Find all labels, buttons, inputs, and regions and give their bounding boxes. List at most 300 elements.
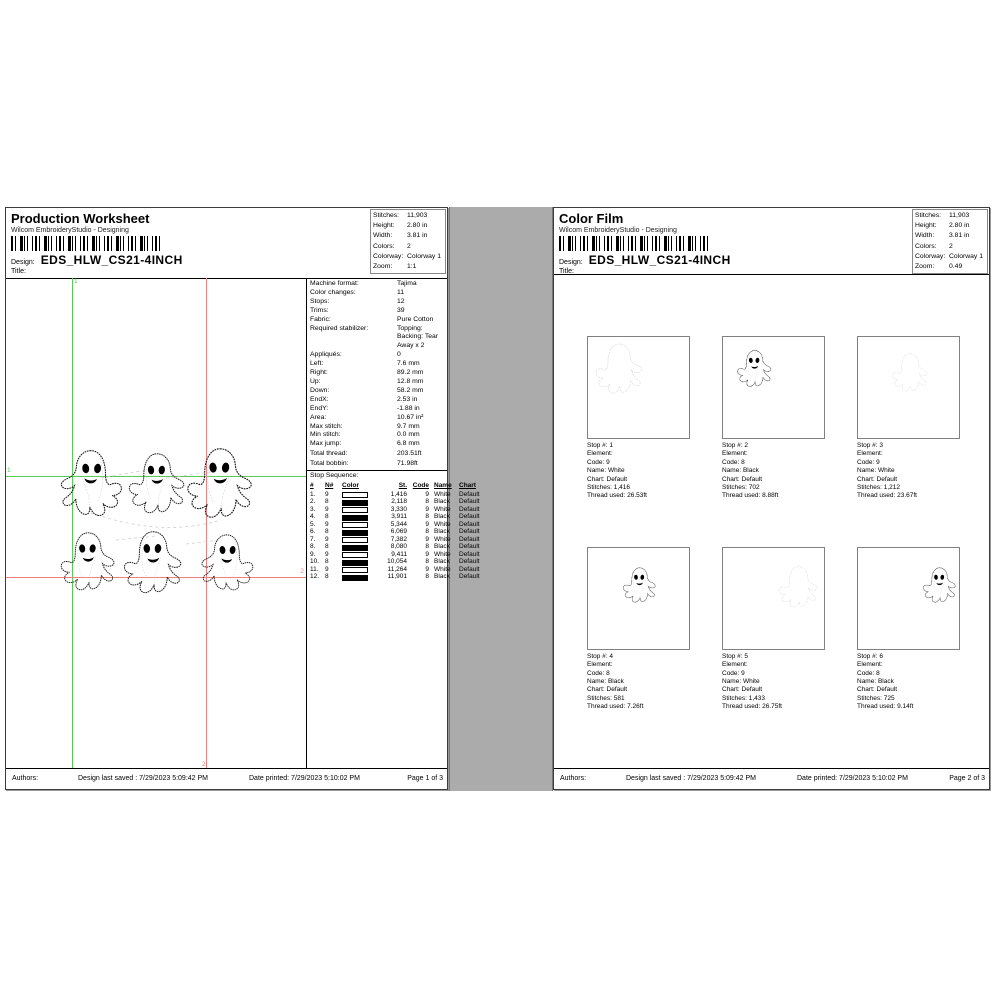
- ghost-design-2: [127, 448, 187, 522]
- film-thread-name: Name: White: [587, 467, 625, 475]
- stop-needle: 8: [325, 528, 329, 536]
- machine-info-label: Trims:: [310, 306, 329, 314]
- total-row: [310, 449, 445, 459]
- stat-label: Colors:: [915, 242, 937, 250]
- machine-info-row: [310, 351, 445, 360]
- stop-stitches: 7,382: [390, 535, 407, 543]
- design-info-panel: [307, 278, 480, 769]
- stop-code: 9: [425, 520, 429, 528]
- machine-info-value: 6.8 mm: [397, 440, 420, 448]
- stat-label: Colorway:: [915, 252, 946, 260]
- title-label: Title:: [559, 268, 574, 275]
- printed-label: Date printed:: [249, 775, 290, 782]
- stop-color-cell: [342, 491, 375, 499]
- ghost-thumbnail-white-thread: [594, 342, 644, 398]
- stop-needle: 8: [325, 498, 329, 506]
- design-stats-box: [370, 209, 446, 274]
- machine-info-label: Stops:: [310, 297, 330, 305]
- design-canvas: [6, 278, 307, 769]
- stop-num: 3.: [310, 505, 316, 513]
- guide-label-1-left: 1: [7, 467, 11, 474]
- ghost-thumbnail-white-thread: [778, 565, 819, 611]
- total-label: Total bobbin:: [310, 460, 349, 468]
- film-stitches: Stitches: 581: [587, 694, 625, 702]
- machine-info-row: [310, 387, 445, 396]
- col-st: St.: [398, 482, 407, 490]
- film-thread-used: Thread used: 23.67ft: [857, 492, 917, 500]
- film-code: Code: 8: [857, 669, 880, 677]
- printed-value: 7/29/2023 5:10:02 PM: [839, 775, 908, 782]
- stop-needle: 9: [325, 520, 329, 528]
- stat-row: [915, 262, 985, 272]
- total-value: 203.51ft: [397, 450, 422, 458]
- machine-info-label: Color changes:: [310, 288, 356, 296]
- machine-info-row: [310, 307, 445, 316]
- ghost-thumbnail-black-thread: [736, 349, 773, 390]
- stop-color-name: White: [434, 535, 451, 543]
- film-thumbnail-box: [722, 547, 825, 650]
- stat-value: Colorway 1: [949, 252, 983, 260]
- stop-color-cell: [342, 506, 375, 514]
- stop-chart: Default: [459, 565, 480, 573]
- saved-value: 7/29/2023 5:09:42 PM: [139, 775, 208, 782]
- film-thread-used: Thread used: 8.88ft: [722, 492, 779, 500]
- film-cell-details: [857, 653, 960, 712]
- machine-info-row: [310, 360, 445, 369]
- machine-info-value: 10.67 in²: [397, 413, 424, 421]
- film-cell-details: [587, 442, 690, 501]
- page-number: Page 1 of 3: [407, 775, 443, 782]
- film-thumbnail-box: [857, 336, 960, 439]
- machine-info-label: Required stabilizer:: [310, 324, 369, 332]
- film-element: Element:: [587, 661, 613, 669]
- stop-color-cell: [342, 558, 375, 566]
- stop-stitches: 3,330: [390, 505, 407, 513]
- stop-code: 8: [425, 513, 429, 521]
- stop-code: 8: [425, 498, 429, 506]
- stop-stitches: 9,411: [391, 550, 407, 558]
- ghost-design-5: [122, 526, 184, 602]
- stat-value: 0.49: [949, 263, 963, 271]
- machine-info-value: 12.8 mm: [397, 377, 424, 385]
- machine-info-label: Area:: [310, 413, 327, 421]
- stop-stitches: 6,069: [390, 528, 407, 536]
- stop-color-name: Black: [434, 528, 450, 536]
- stat-row: [373, 242, 443, 252]
- machine-info-row: [310, 396, 445, 405]
- machine-info-row: [310, 431, 445, 440]
- stop-chart: Default: [459, 528, 480, 536]
- stop-num: 6.: [310, 528, 316, 536]
- machine-info-row: [310, 414, 445, 423]
- film-code: Code: 9: [722, 669, 745, 677]
- stat-label: Colorway:: [373, 252, 404, 260]
- ghost-design-3: [185, 446, 255, 524]
- film-chart: Chart: Default: [722, 686, 763, 694]
- film-stop-number: Stop #: 4: [587, 652, 614, 660]
- machine-info-label: Appliqués:: [310, 351, 342, 359]
- machine-info-row: [310, 423, 445, 432]
- stat-value: 11,903: [949, 212, 970, 219]
- stop-chart: Default: [459, 550, 480, 558]
- col-num: #: [310, 482, 314, 490]
- stat-value: 2.80 in: [949, 222, 970, 230]
- stop-code: 9: [425, 550, 429, 558]
- stat-row: [373, 262, 443, 272]
- machine-info-label: Down:: [310, 386, 330, 394]
- film-element: Element:: [722, 450, 748, 458]
- stat-value: 11,903: [407, 212, 428, 219]
- stop-color-cell: [342, 521, 375, 529]
- machine-info-value: 7.6 mm: [397, 360, 420, 368]
- color-film-cell: [587, 547, 690, 712]
- stop-chart: Default: [459, 535, 480, 543]
- machine-info-row: [310, 369, 445, 378]
- stat-label: Colors:: [373, 242, 395, 250]
- stop-stitches: 5,344: [390, 520, 407, 528]
- stat-value: 2: [407, 242, 411, 250]
- film-stitches: Stitches: 725: [857, 694, 895, 702]
- film-stitches: Stitches: 1,416: [587, 484, 630, 492]
- machine-info-label: Max jump:: [310, 440, 342, 448]
- stop-color-cell: [342, 528, 375, 536]
- stop-stitches: 8,080: [390, 543, 407, 551]
- stop-chart: Default: [459, 505, 480, 513]
- stop-needle: 9: [325, 535, 329, 543]
- stat-row: [373, 231, 443, 241]
- stop-num: 1.: [310, 490, 316, 498]
- stop-num: 10.: [310, 558, 320, 566]
- ghost-thumbnail-black-thread: [922, 566, 957, 606]
- design-row: [11, 253, 183, 267]
- stat-row: [373, 252, 443, 262]
- stat-label: Zoom:: [915, 263, 935, 271]
- film-thread-name: Name: Black: [587, 678, 624, 686]
- machine-info-label: Right:: [310, 369, 328, 377]
- film-element: Element:: [722, 661, 748, 669]
- saved-label: Design last saved :: [78, 775, 138, 782]
- film-element: Element:: [857, 450, 883, 458]
- stat-row: [373, 221, 443, 231]
- stat-row: [915, 211, 985, 221]
- design-stats-box: [912, 209, 988, 274]
- stop-color-cell: [342, 513, 375, 521]
- stop-color-name: White: [434, 520, 451, 528]
- film-thread-name: Name: Black: [722, 467, 759, 475]
- stop-color-name: White: [434, 550, 451, 558]
- stop-code: 9: [425, 565, 429, 573]
- stop-chart: Default: [459, 513, 480, 521]
- stop-code: 8: [425, 573, 429, 581]
- stop-code: 9: [425, 490, 429, 498]
- stat-value: Colorway 1: [407, 252, 441, 260]
- total-label: Total thread:: [310, 450, 348, 458]
- machine-info-label: Fabric:: [310, 315, 331, 323]
- machine-info-label: EndX:: [310, 395, 329, 403]
- color-film-cell: [722, 336, 825, 501]
- guide-label-1-top: 1: [74, 278, 78, 285]
- machine-info-value: 58.2 mm: [397, 386, 424, 394]
- machine-info-value: 12: [397, 297, 405, 305]
- stat-row: [915, 221, 985, 231]
- film-stitches: Stitches: 1,433: [722, 694, 765, 702]
- film-code: Code: 9: [857, 458, 880, 466]
- stop-chart: Default: [459, 490, 480, 498]
- film-thumbnail-box: [587, 336, 690, 439]
- col-color: Color: [342, 482, 359, 490]
- stop-num: 8.: [310, 543, 316, 551]
- stat-label: Width:: [373, 232, 393, 240]
- film-stitches: Stitches: 1,212: [857, 484, 900, 492]
- design-label: Design:: [559, 259, 583, 266]
- machine-info-value: 89.2 mm: [397, 369, 424, 377]
- stat-value: 2: [949, 242, 953, 250]
- date-printed: [797, 775, 908, 782]
- machine-info-row: [310, 280, 445, 289]
- color-film-grid: [554, 274, 989, 769]
- stop-needle: 9: [325, 490, 329, 498]
- app-subtitle: Wilcom EmbroideryStudio - Designing: [559, 227, 677, 234]
- stop-num: 9.: [310, 550, 316, 558]
- col-chart: Chart: [459, 482, 476, 490]
- authors-label: Authors:: [560, 775, 587, 782]
- stop-color-name: White: [434, 505, 451, 513]
- film-chart: Chart: Default: [722, 475, 763, 483]
- stop-color-cell: [342, 543, 375, 551]
- stop-chart: Default: [459, 498, 480, 506]
- ghost-thumbnail-white-thread: [891, 352, 929, 395]
- date-printed: [249, 775, 360, 782]
- film-thumbnail-box: [722, 336, 825, 439]
- design-name-value: EDS_HLW_CS21-4INCH: [588, 253, 731, 267]
- machine-info-label: EndY:: [310, 404, 329, 412]
- stop-num: 5.: [310, 520, 316, 528]
- film-thread-name: Name: White: [722, 678, 760, 686]
- ghost-design-6: [199, 528, 255, 600]
- machine-info-value: 9.7 mm: [397, 422, 420, 430]
- stop-stitches: 11,901: [387, 573, 407, 581]
- printed-label: Date printed:: [797, 775, 838, 782]
- stop-stitches: 11,264: [387, 565, 407, 573]
- stop-code: 9: [425, 535, 429, 543]
- printed-value: 7/29/2023 5:10:02 PM: [291, 775, 360, 782]
- stop-num: 4.: [310, 513, 316, 521]
- design-barcode: [559, 236, 712, 251]
- guide-label-2-bottom: 2: [202, 760, 206, 768]
- stop-chart: Default: [459, 520, 480, 528]
- machine-info-value: 39: [397, 306, 405, 314]
- stop-color-name: Black: [434, 513, 450, 521]
- page-number: Page 2 of 3: [949, 775, 985, 782]
- stop-code: 9: [425, 505, 429, 513]
- color-film-cell: [857, 336, 960, 501]
- design-barcode: [11, 236, 164, 251]
- design-label: Design:: [11, 259, 35, 266]
- machine-info-value2: Backing: Tear Away x 2: [397, 333, 439, 350]
- film-thread-used: Thread used: 26.53ft: [587, 492, 647, 500]
- stop-code: 8: [425, 528, 429, 536]
- film-thread-used: Thread used: 26.75ft: [722, 703, 782, 711]
- film-header: [554, 208, 989, 275]
- col-code: Code: [412, 482, 429, 490]
- machine-info-label: Left:: [310, 360, 324, 368]
- stop-color-cell: [342, 566, 375, 574]
- film-cell-details: [587, 653, 690, 712]
- total-row: [310, 459, 445, 469]
- stop-stitches: 10,054: [387, 558, 407, 566]
- stat-label: Width:: [915, 232, 935, 240]
- stop-sequence-label: Stop Sequence:: [310, 472, 359, 480]
- color-film-cell: [722, 547, 825, 712]
- stop-num: 11.: [310, 565, 319, 573]
- ghost-thumbnail-black-thread: [622, 566, 657, 606]
- machine-info-row: [310, 378, 445, 387]
- worksheet-footer: [6, 768, 447, 789]
- machine-info-label: Up:: [310, 377, 321, 385]
- film-cell-details: [722, 442, 825, 501]
- machine-info-label: Max stitch:: [310, 422, 343, 430]
- stop-code: 8: [425, 558, 429, 566]
- page-title: Production Worksheet: [11, 211, 150, 226]
- title-label: Title:: [11, 268, 26, 275]
- film-chart: Chart: Default: [857, 686, 898, 694]
- stop-color-name: Black: [434, 543, 450, 551]
- film-thread-used: Thread used: 7.26ft: [587, 703, 644, 711]
- stop-num: 2.: [310, 498, 316, 506]
- stat-value: 3.81 in: [949, 232, 970, 240]
- ghost-design-4: [59, 526, 117, 600]
- total-value: 71.98ft: [397, 460, 418, 468]
- stop-needle: 8: [325, 543, 329, 551]
- stop-chart: Default: [459, 558, 480, 566]
- machine-info-row: [310, 440, 445, 449]
- film-thread-name: Name: White: [857, 467, 895, 475]
- machine-info-row: [310, 289, 445, 298]
- stat-label: Height:: [373, 222, 395, 230]
- film-code: Code: 8: [587, 669, 610, 677]
- stop-needle: 8: [325, 573, 329, 581]
- authors-label: Authors:: [12, 775, 39, 782]
- film-thumbnail-box: [857, 547, 960, 650]
- saved-value: 7/29/2023 5:09:42 PM: [687, 775, 756, 782]
- stop-needle: 9: [325, 565, 329, 573]
- design-row: [559, 253, 731, 267]
- film-stop-number: Stop #: 6: [857, 652, 884, 660]
- color-film-cell: [587, 336, 690, 501]
- stat-row: [915, 242, 985, 252]
- stat-row: [915, 231, 985, 241]
- stop-stitches: 3,911: [391, 513, 407, 521]
- stop-color-cell: [342, 498, 375, 506]
- film-stop-number: Stop #: 5: [722, 652, 749, 660]
- stop-stitches: 1,416: [390, 490, 407, 498]
- film-thumbnail-box: [587, 547, 690, 650]
- design-last-saved: [626, 775, 756, 782]
- stat-row: [373, 211, 443, 221]
- machine-info-row: [310, 316, 445, 325]
- machine-info-row: [310, 405, 445, 414]
- app-subtitle: Wilcom EmbroideryStudio - Designing: [11, 227, 129, 234]
- stat-row: [915, 252, 985, 262]
- film-chart: Chart: Default: [857, 475, 898, 483]
- stat-label: Stitches:: [915, 212, 942, 219]
- stat-label: Stitches:: [373, 212, 400, 219]
- machine-info-value: 0.0 mm: [397, 431, 420, 439]
- stop-needle: 9: [325, 505, 329, 513]
- film-code: Code: 8: [722, 458, 745, 466]
- machine-info-label: Min stitch:: [310, 431, 341, 439]
- stop-chart: Default: [459, 543, 480, 551]
- machine-info-row: [310, 298, 445, 307]
- guide-label-2-right: 2: [300, 568, 304, 575]
- film-stop-number: Stop #: 1: [587, 442, 614, 449]
- film-thread-used: Thread used: 9.14ft: [857, 703, 914, 711]
- jump-stitch-lines: [6, 278, 305, 769]
- page-production-worksheet[interactable]: [5, 207, 480, 790]
- stop-needle: 9: [325, 550, 329, 558]
- film-code: Code: 9: [587, 458, 610, 466]
- col-needle: N#: [325, 482, 334, 490]
- stop-chart: Default: [459, 573, 480, 581]
- color-film-cell: [857, 547, 960, 712]
- stop-color-cell: [342, 551, 375, 559]
- machine-info-value: Tajima: [397, 280, 417, 287]
- stop-color-name: White: [434, 565, 451, 573]
- film-element: Element:: [857, 661, 883, 669]
- machine-info-value: Pure Cotton: [397, 315, 434, 323]
- design-last-saved: [78, 775, 208, 782]
- stat-value: 2.80 in: [407, 222, 428, 230]
- saved-label: Design last saved :: [626, 775, 686, 782]
- machine-info-label: Machine format:: [310, 280, 359, 287]
- thread-color-swatch: [342, 575, 368, 581]
- stop-color-cell: [342, 573, 375, 581]
- stop-color-name: Black: [434, 558, 450, 566]
- stop-code: 8: [425, 543, 429, 551]
- machine-info-value: 2.53 in: [397, 395, 418, 403]
- film-cell-details: [857, 442, 960, 501]
- stop-color-cell: [342, 536, 375, 544]
- machine-info-value: 0: [397, 351, 401, 359]
- stop-needle: 8: [325, 513, 329, 521]
- film-cell-details: [722, 653, 825, 712]
- stop-color-name: Black: [434, 573, 450, 581]
- worksheet-header: [6, 208, 447, 279]
- machine-info-value: -1.88 in: [397, 404, 420, 412]
- stop-color-name: Black: [434, 498, 450, 506]
- stat-value: 1:1: [407, 263, 417, 271]
- stop-num: 12.: [310, 573, 320, 581]
- stat-value: 3.81 in: [407, 232, 428, 240]
- film-thread-name: Name: Black: [857, 678, 894, 686]
- design-name-value: EDS_HLW_CS21-4INCH: [40, 253, 183, 267]
- stat-label: Height:: [915, 222, 937, 230]
- film-element: Element:: [587, 450, 613, 458]
- stat-label: Zoom:: [373, 263, 393, 271]
- ghost-design-1: [58, 446, 124, 524]
- stop-needle: 8: [325, 558, 329, 566]
- page-title: Color Film: [559, 211, 624, 226]
- film-chart: Chart: Default: [587, 475, 628, 483]
- machine-info-value: Topping:: [397, 324, 423, 332]
- film-stop-number: Stop #: 3: [857, 442, 884, 449]
- page-color-film[interactable]: [553, 207, 990, 790]
- stop-stitches: 2,118: [391, 498, 407, 506]
- film-footer: [554, 768, 989, 789]
- film-chart: Chart: Default: [587, 686, 628, 694]
- machine-info-row: [310, 325, 445, 352]
- stop-num: 7.: [310, 535, 316, 543]
